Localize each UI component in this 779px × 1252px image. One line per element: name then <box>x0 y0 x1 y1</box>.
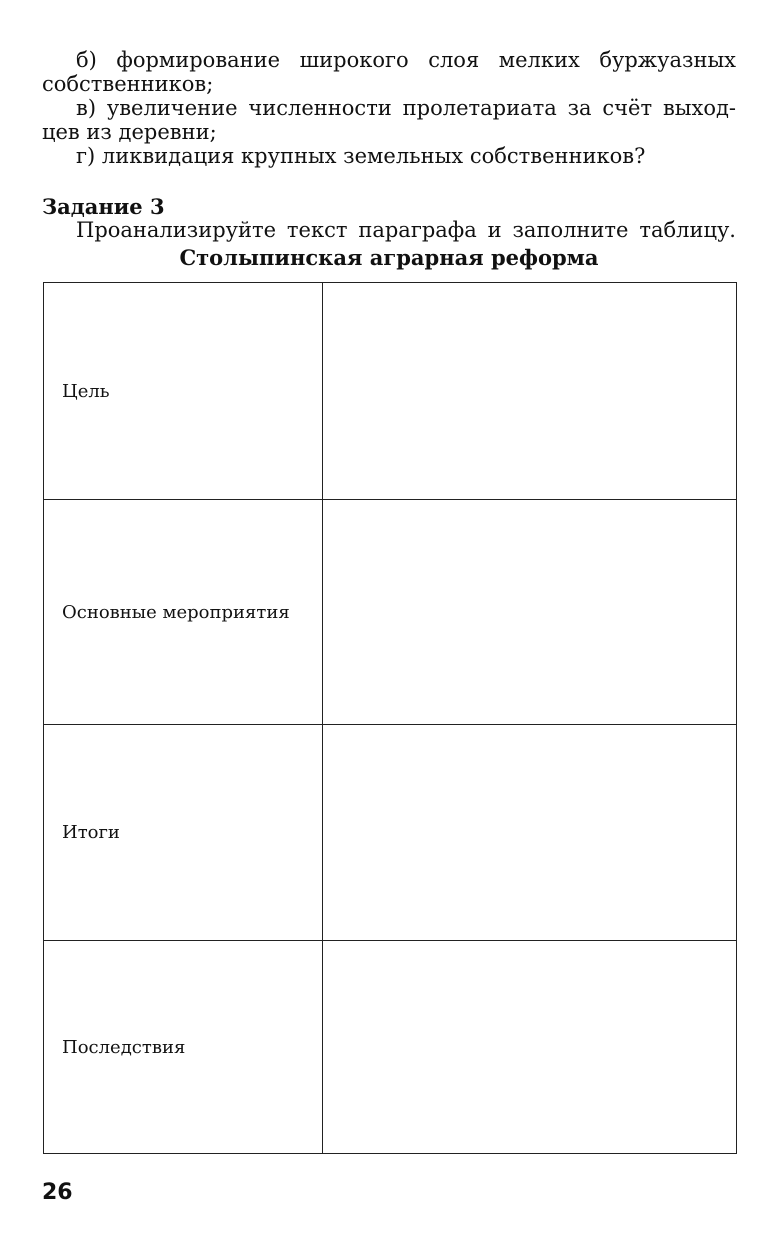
answer-cell-measures[interactable] <box>323 500 736 724</box>
table-row-consequences <box>44 940 736 1153</box>
row-label-consequences: Последствия <box>44 941 323 1153</box>
answer-cell-results[interactable] <box>323 725 736 940</box>
table-title: Столыпинская аграрная реформа <box>179 245 599 270</box>
option-v-line1: в) увеличение численности пролетариата за счёт выход- <box>76 96 736 120</box>
reform-table <box>43 282 737 1154</box>
option-g-line1: г) ликвидация крупных земельных собственников? <box>76 144 646 168</box>
option-b-line1: б) формирование широкого слоя мелких буржуазных <box>76 48 736 72</box>
option-b-line2: собственников; <box>42 72 214 96</box>
table-row-measures <box>44 499 736 724</box>
answer-cell-goal[interactable] <box>323 283 736 499</box>
row-label-measures: Основные мероприятия <box>44 500 323 724</box>
option-v-line2: цев из деревни; <box>42 120 217 144</box>
answer-cell-consequences[interactable] <box>323 941 736 1153</box>
row-label-results: Итоги <box>44 725 323 940</box>
task-title: Задание 3 <box>42 194 165 219</box>
table-row-goal <box>44 283 736 499</box>
page-number: 26 <box>42 1180 73 1205</box>
table-row-results <box>44 724 736 940</box>
row-label-goal: Цель <box>44 283 323 499</box>
task-instruction: Проанализируйте текст параграфа и заполните таблицу. <box>76 218 736 242</box>
